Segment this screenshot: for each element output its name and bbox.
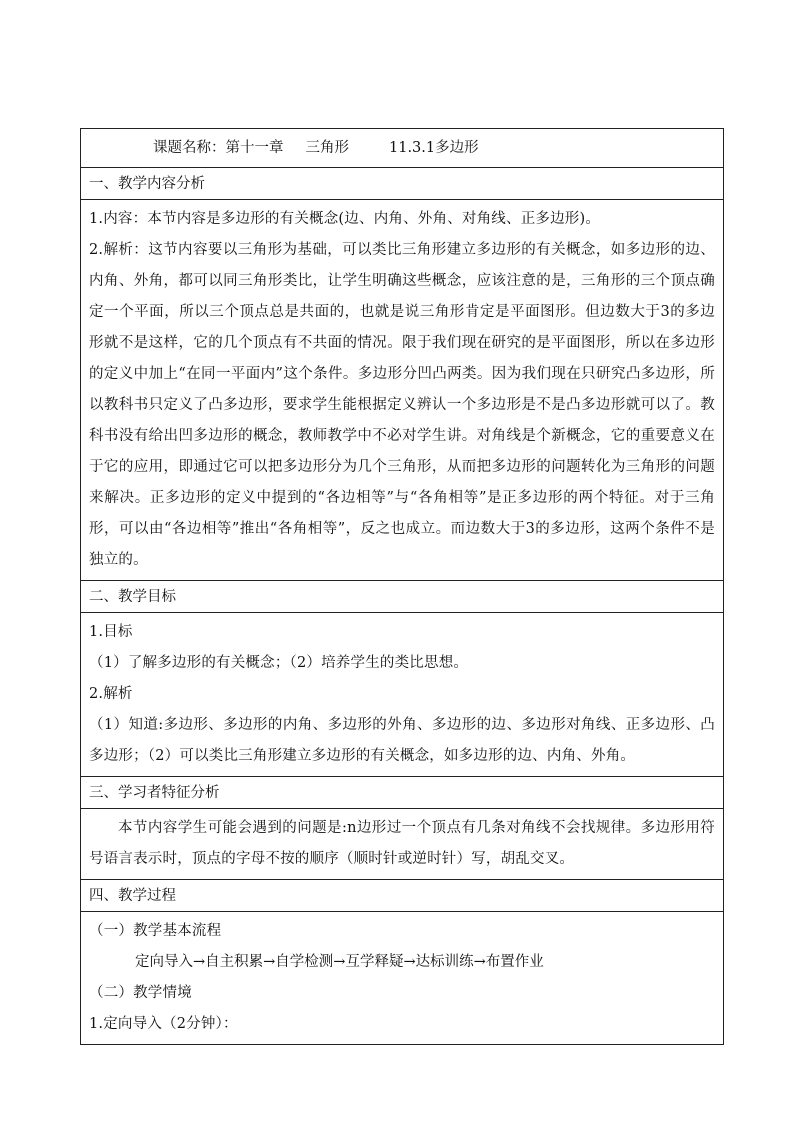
process-flow-line: 定向导入→自主积累→自学检测→互学释疑→达标训练→布置作业	[135, 954, 544, 970]
content-analysis-body	[81, 200, 723, 581]
lesson-plan-table	[80, 128, 724, 1045]
section-heading-teaching-goals: 二、教学目标	[81, 581, 723, 613]
section-heading-content-analysis: 一、教学内容分析	[81, 168, 723, 200]
goal-analysis-text: （1）知道:多边形、多边形的内角、多边形的外角、多边形的边、多边形对角线、正多边形、凸多边形；（2）可以类比三角形建立多边形的有关概念，如多边形的边、内角、外角。	[89, 717, 715, 764]
goal-title: 1.目标	[89, 624, 133, 640]
learner-analysis-text: 本节内容学生可能会遇到的问题是:n边形过一个顶点有几条对角线不会找规律。多边形用符号语言表示时，顶点的字母不按的顺序（顺时针或逆时针）写，胡乱交叉。	[89, 820, 715, 867]
section-number: 11.3.1多边形	[389, 140, 479, 156]
section-heading-learner-analysis: 三、学习者特征分析	[81, 777, 723, 809]
lesson-title-label: 课题名称：第十一章	[153, 140, 284, 156]
goal-text: （1）了解多边形的有关概念；（2）培养学生的类比思想。	[89, 655, 469, 671]
process-subheading-flow: （一）教学基本流程	[89, 923, 222, 939]
goal-analysis-title: 2.解析	[89, 686, 133, 702]
process-subheading-scenario: （二）教学情境	[89, 985, 192, 1001]
content-paragraph: 1.内容：本节内容是多边形的有关概念(边、内角、外角、对角线、正多边形)。	[89, 211, 601, 227]
process-item-introduction: 1.定向导入（2分钟）：	[89, 1016, 238, 1032]
section-heading-teaching-process: 四、教学过程	[81, 880, 723, 912]
teaching-process-body	[81, 912, 723, 1044]
chapter-name: 三角形	[305, 140, 349, 156]
teaching-goals-body	[81, 613, 723, 777]
learner-analysis-body	[81, 809, 723, 880]
analysis-paragraph: 2.解析：这节内容要以三角形为基础，可以类比三角形建立多边形的有关概念，如多边形的边、内角、外角，都可以同三角形类比，让学生明确这些概念，应该注意的是，三角形的三个顶点确定一个平面，所以三个顶点总是共面的，也就是说三角形肯定是平面图形。但边数大于3的多边形就不是这样，它的几个顶点有不共面的情况。限于我们现在研究的是平面图形，所以在多边形的定义中加上“在同一平面内”这个条件。多边形分凹凸两类。因为我们现在只研究凸多边形，所以教科书只定义了凸多边形，要求学生能根据定义辨认一个多边形是不是凸多边形就可以了。教科书没有给出凹多边形的概念，教师教学中不必对学生讲。对角线是个新概念，它的重要意义在于它的应用，即通过它可以把多边形分为几个三角形，从而把多边形的问题转化为三角形的问题来解决。正多边形的定义中提到的“各边相等”与“各角相等”是正多边形的两个特征。对于三角形，可以由“各边相等”推出“各角相等”，反之也成立。而边数大于3的多边形，这两个条件不是独立的。	[89, 242, 715, 568]
lesson-title-row	[81, 129, 723, 168]
